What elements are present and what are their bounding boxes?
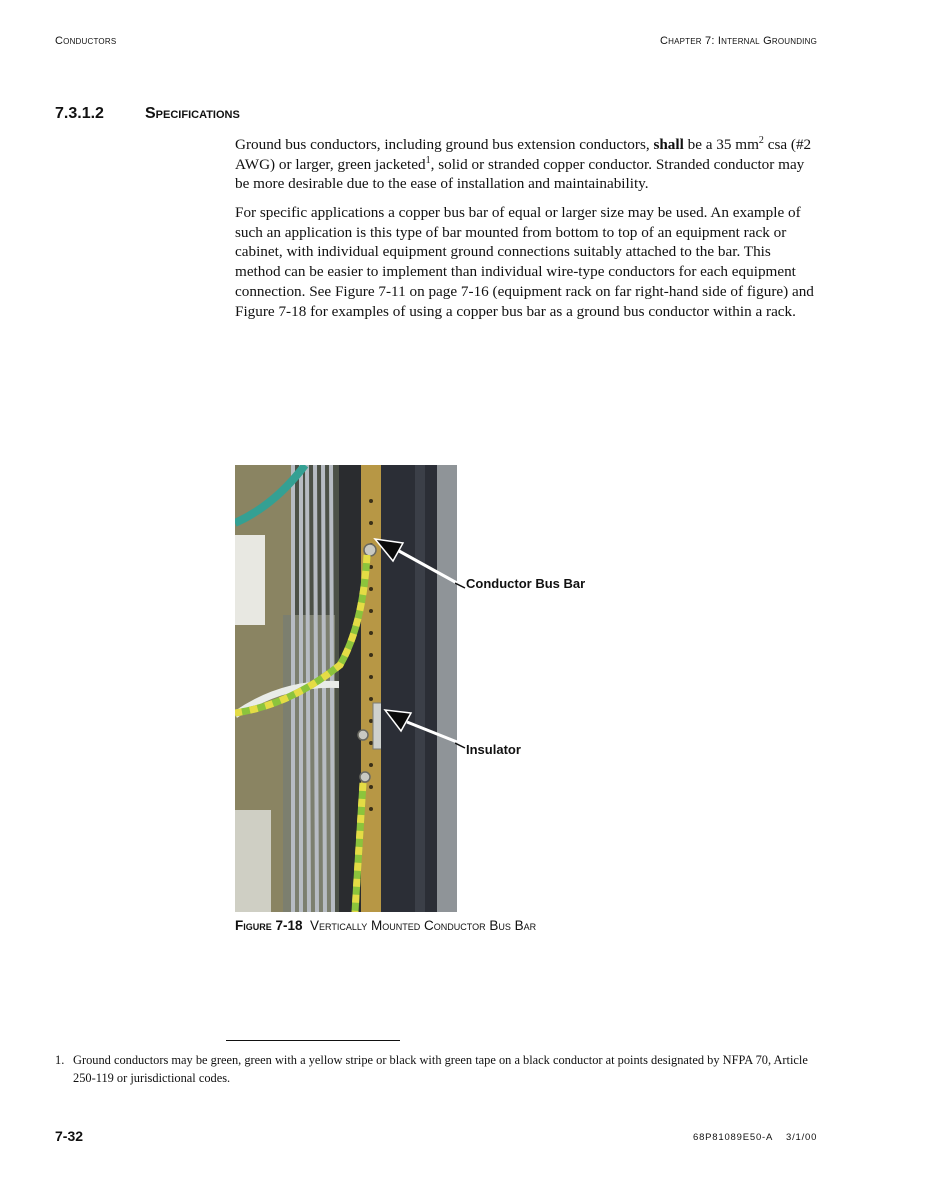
- para1-text-4: , solid or stranded copper conductor. Stranded conductor may be more desirable due to the ease of installation and maintainability.: [235, 155, 805, 193]
- document-date: 3/1/00: [786, 1132, 818, 1143]
- cabinet-dark: [381, 465, 437, 912]
- figure-caption: [235, 918, 536, 933]
- ground-lug-middle: [358, 730, 368, 740]
- footnote-number: 1.: [55, 1053, 65, 1067]
- running-header-left: Conductors: [55, 35, 117, 47]
- superscript-2: 2: [758, 135, 764, 146]
- section-title: Specifications: [145, 105, 240, 122]
- chassis-panel: [235, 535, 265, 625]
- footnote-ref[interactable]: 1: [425, 154, 431, 166]
- paragraph-specification: [235, 135, 815, 194]
- paragraph-bus-bar: For specific applications a copper bus bar of equal or larger size may be used. An example of such an application is this type of bar mounted from bottom to top of an equipment rack or cabinet, with individual equipment ground connections suitably attached to the bar. This method can be easier to implement than individual wire-type conductors for each equipment connection. See Figure 7-11 on page 7-16 (equipment rack on far right-hand side of figure) and Figure 7-18 for examples of using a copper bus bar as a ground bus conductor within a rack.: [235, 204, 814, 320]
- figure-title: Vertically Mounted Conductor Bus Bar: [310, 918, 537, 933]
- callout-insulator: Insulator: [466, 742, 521, 757]
- para1-text-2: be a 35 mm: [687, 136, 759, 153]
- ground-lug-bottom: [360, 772, 370, 782]
- para1-text-3: csa (#2 AWG) or larger, green jacketed: [235, 136, 812, 173]
- chassis-panel-lower: [235, 810, 271, 912]
- section-number: 7.3.1.2: [55, 105, 104, 122]
- running-header-right: Chapter 7: Internal Grounding: [659, 35, 817, 47]
- document-id: 68P81089E50-A: [693, 1132, 774, 1143]
- cabinet-highlight: [415, 465, 425, 912]
- ground-lug-top: [364, 544, 376, 556]
- cabinet-edge: [437, 465, 457, 912]
- rack-bus-bar-photo: [235, 465, 457, 912]
- callout-conductor-bus-bar: Conductor Bus Bar: [466, 576, 586, 591]
- para1-text-1: Ground bus conductors, including ground bus extension conductors,: [235, 136, 650, 153]
- footnote-text: Ground conductors may be green, green with a yellow stripe or black with green tape on a black conductor at points designated by NFPA 70, Article 250-119 or jurisdictional codes.: [73, 1053, 808, 1085]
- footnote-separator: [226, 1040, 400, 1041]
- figure-label: Figure 7-18: [235, 918, 303, 933]
- bus-bar: [361, 465, 381, 912]
- page-number: 7-32: [55, 1128, 84, 1144]
- para1-shall: shall: [653, 136, 684, 153]
